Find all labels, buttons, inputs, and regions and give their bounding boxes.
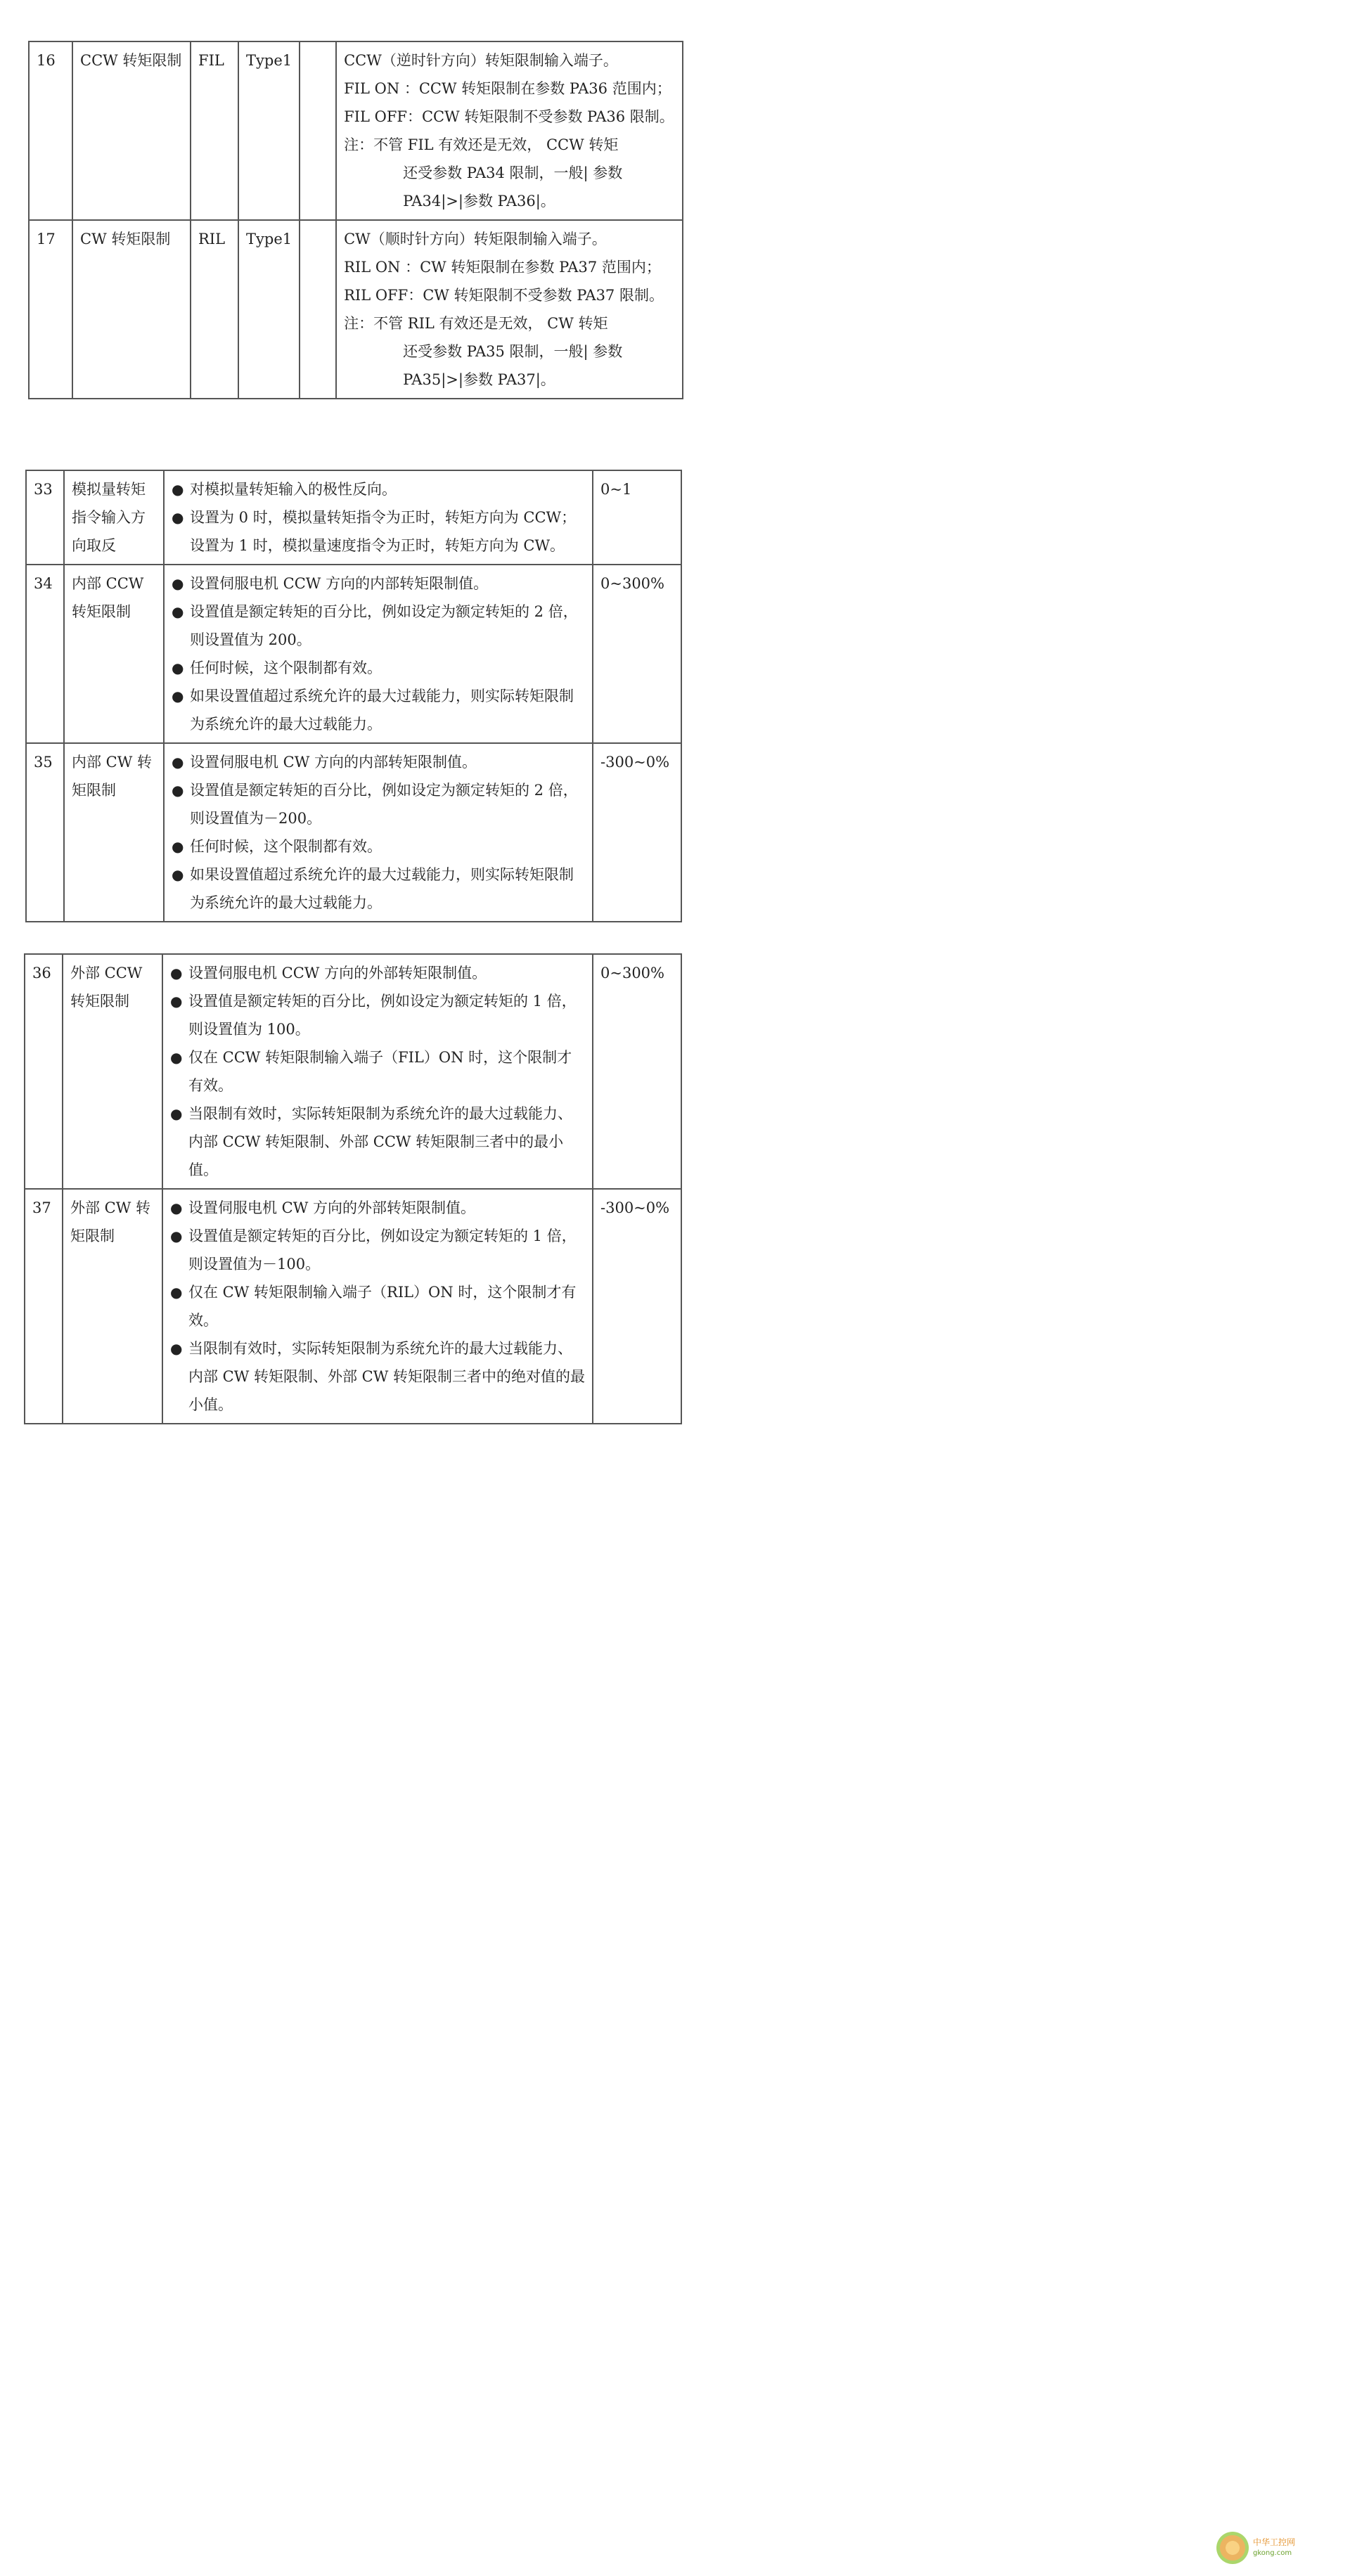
watermark-text: 中华工控网: [1253, 2537, 1296, 2547]
description-line: PA34|>|参数 PA36|。: [403, 193, 555, 210]
signal-type: Type1: [238, 220, 300, 399]
parameter-range: -300~0%: [593, 1189, 681, 1424]
parameter-range: 0~300%: [593, 565, 681, 743]
description-line: RIL ON ：CW 转矩限制在参数 PA37 范围内；: [344, 259, 661, 276]
parameter-name: 模拟量转矩指令输入方向取反: [64, 470, 164, 565]
bullet-item: ● 设置值是额定转矩的百分比，例如设定为额定转矩的 1 倍，则设置值为－100。: [170, 1222, 585, 1278]
parameter-range: 0~300%: [593, 954, 681, 1189]
bullet-item: ● 任何时候，这个限制都有效。: [172, 654, 585, 682]
parameter-table-2: [24, 953, 682, 1424]
table-row: [25, 1189, 681, 1424]
description-line: CW（顺时针方向）转矩限制输入端子。: [344, 231, 607, 247]
bullet-item: ● 当限制有效时，实际转矩限制为系统允许的最大过载能力、内部 CW 转矩限制、外部 CW 转矩限制三者中的绝对值的最小值。: [170, 1334, 585, 1419]
description-line: 注：不管 FIL 有效还是无效， CCW 转矩: [344, 136, 619, 153]
bullet-list: [170, 1194, 585, 1419]
blank-cell: [300, 41, 336, 220]
description-line: FIL OFF：CCW 转矩限制不受参数 PA36 限制。: [344, 108, 674, 125]
parameter-range: 0~1: [593, 470, 681, 565]
blank-cell: [300, 220, 336, 399]
bullet-item: ● 设置值是额定转矩的百分比，例如设定为额定转矩的 2 倍，则设置值为－200。: [172, 776, 585, 832]
bullet-item: ● 设置伺服电机 CCW 方向的外部转矩限制值。: [170, 959, 585, 987]
function-description: [336, 41, 683, 220]
signal-symbol: FIL: [191, 41, 238, 220]
signal-name: CW 转矩限制: [72, 220, 191, 399]
bullet-list: [172, 475, 585, 560]
bullet-item: ● 对模拟量转矩输入的极性反向。: [172, 475, 585, 503]
parameter-name: 外部 CW 转矩限制: [63, 1189, 162, 1424]
table-row: [29, 41, 683, 220]
bullet-list: [170, 959, 585, 1184]
bullet-item: ● 设置伺服电机 CCW 方向的内部转矩限制值。: [172, 569, 585, 598]
table-row: [26, 470, 681, 565]
table-row: [26, 743, 681, 922]
description-line: RIL OFF：CW 转矩限制不受参数 PA37 限制。: [344, 287, 664, 304]
description-line: 还受参数 PA35 限制，一般| 参数: [403, 343, 623, 360]
parameter-name: 内部 CCW 转矩限制: [64, 565, 164, 743]
parameter-description: [162, 954, 593, 1189]
table-row: [29, 220, 683, 399]
terminal-table: [28, 41, 683, 399]
parameter-number: 36: [25, 954, 63, 1189]
parameter-number: 35: [26, 743, 64, 922]
parameter-description: [164, 565, 593, 743]
description-line: CCW（逆时针方向）转矩限制输入端子。: [344, 52, 618, 69]
parameter-range: -300~0%: [593, 743, 681, 922]
signal-symbol: RIL: [191, 220, 238, 399]
watermark: [1216, 2528, 1322, 2568]
parameter-description: [164, 743, 593, 922]
bullet-item: ● 任何时候，这个限制都有效。: [172, 832, 585, 861]
bullet-list: [172, 748, 585, 917]
bullet-item: ● 如果设置值超过系统允许的最大过载能力，则实际转矩限制为系统允许的最大过载能力。: [172, 682, 585, 738]
description-line: FIL ON ：CCW 转矩限制在参数 PA36 范围内；: [344, 80, 671, 97]
signal-type: Type1: [238, 41, 300, 220]
parameter-name: 外部 CCW 转矩限制: [63, 954, 162, 1189]
bullet-item: ● 如果设置值超过系统允许的最大过载能力，则实际转矩限制为系统允许的最大过载能力。: [172, 861, 585, 917]
parameter-number: 37: [25, 1189, 63, 1424]
signal-name: CCW 转矩限制: [72, 41, 191, 220]
bullet-list: [172, 569, 585, 738]
bullet-item: ● 设置值是额定转矩的百分比，例如设定为额定转矩的 1 倍，则设置值为 100。: [170, 987, 585, 1043]
table-row: [26, 565, 681, 743]
bullet-item: ● 设置值是额定转矩的百分比，例如设定为额定转矩的 2 倍，则设置值为 200。: [172, 598, 585, 654]
description-line: PA35|>|参数 PA37|。: [403, 371, 555, 388]
parameter-table-1: [25, 470, 682, 922]
parameter-description: [162, 1189, 593, 1424]
parameter-number: 34: [26, 565, 64, 743]
bullet-item: ● 当限制有效时，实际转矩限制为系统允许的最大过载能力、内部 CCW 转矩限制、外部 CCW 转矩限制三者中的最小值。: [170, 1100, 585, 1184]
bullet-item: ● 设置为 0 时，模拟量转矩指令为正时，转矩方向为 CCW；设置为 1 时，模拟量速度指令为正时，转矩方向为 CW。: [172, 503, 585, 560]
row-number: 16: [29, 41, 72, 220]
function-description: [336, 220, 683, 399]
parameter-description: [164, 470, 593, 565]
parameter-name: 内部 CW 转矩限制: [64, 743, 164, 922]
watermark-sub: gkong.com: [1253, 2549, 1292, 2557]
bullet-item: ● 设置伺服电机 CW 方向的外部转矩限制值。: [170, 1194, 585, 1222]
description-line: 还受参数 PA34 限制，一般| 参数: [403, 165, 623, 181]
row-number: 17: [29, 220, 72, 399]
bullet-item: ● 仅在 CCW 转矩限制输入端子（FIL）ON 时，这个限制才有效。: [170, 1043, 585, 1100]
description-line: 注：不管 RIL 有效还是无效， CW 转矩: [344, 315, 608, 332]
parameter-number: 33: [26, 470, 64, 565]
gear-logo-icon: [1216, 2532, 1249, 2564]
bullet-item: ● 设置伺服电机 CW 方向的内部转矩限制值。: [172, 748, 585, 776]
table-row: [25, 954, 681, 1189]
bullet-item: ● 仅在 CW 转矩限制输入端子（RIL）ON 时，这个限制才有效。: [170, 1278, 585, 1334]
